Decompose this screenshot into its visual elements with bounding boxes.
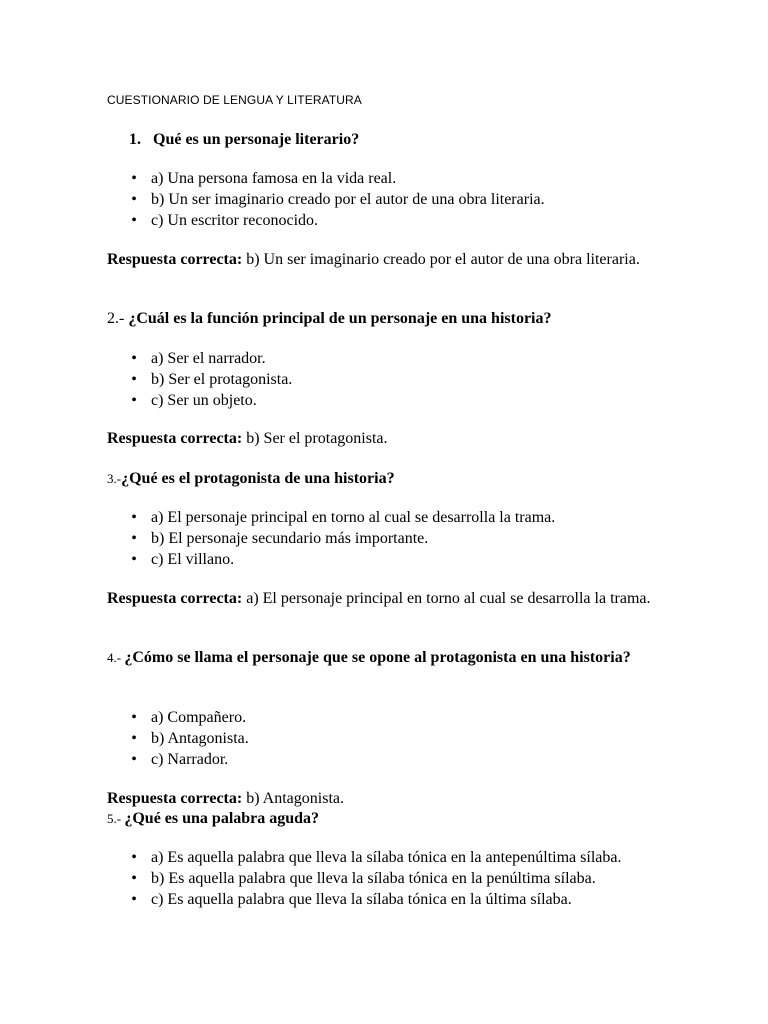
list-item: • c) Es aquella palabra que lleva la sílaba tónica en la última sílaba. [129,889,659,910]
list-item: • b) Ser el protagonista. [129,369,659,390]
question-4-options [129,707,659,770]
answer-label: Respuesta correcta: [107,790,243,807]
list-item: • b) Antagonista. [129,728,659,749]
question-4-answer [107,788,667,809]
list-item: • c) Un escritor reconocido. [129,210,659,231]
question-2-answer [107,428,667,449]
question-3-options [129,507,659,570]
list-item: • b) Es aquella palabra que lleva la sílaba tónica en la penúltima sílaba. [129,868,659,889]
answer-label: Respuesta correcta: [107,430,243,447]
bullet-icon: • [131,870,137,887]
bullet-icon: • [131,751,137,768]
list-item: • b) Un ser imaginario creado por el autor de una obra literaria. [129,189,659,210]
question-2 [107,308,667,329]
bullet-icon: • [131,730,137,747]
bullet-icon: • [131,212,137,229]
question-1 [129,129,359,150]
bullet-icon: • [131,191,137,208]
list-item: • a) Compañero. [129,707,659,728]
question-3-answer [107,588,667,609]
list-item: • a) Una persona famosa en la vida real. [129,168,659,189]
question-2-options [129,348,659,411]
answer-text: b) Ser el protagonista. [242,430,388,447]
bullet-icon: • [131,709,137,726]
answer-text: a) El personaje principal en torno al cual se desarrolla la trama. [242,590,651,607]
list-item: • c) Narrador. [129,749,659,770]
question-5-number: 5.- [107,811,125,826]
list-item: • a) Es aquella palabra que lleva la sílaba tónica en la antepenúltima sílaba. [129,847,659,868]
question-5-text: ¿Qué es una palabra aguda? [124,810,320,827]
list-item: • a) El personaje principal en torno al cual se desarrolla la trama. [129,507,659,528]
question-1-answer [107,249,667,270]
question-1-number: 1. [129,131,141,148]
question-4-number: 4.- [107,650,125,665]
bullet-icon: • [131,891,137,908]
question-4 [107,647,667,668]
bullet-icon: • [131,350,137,367]
bullet-icon: • [131,849,137,866]
list-item: • c) Ser un objeto. [129,390,659,411]
document-title: CUESTIONARIO DE LENGUA Y LITERATURA [107,93,362,107]
question-1-text: Qué es un personaje literario? [153,131,360,148]
answer-text: b) Un ser imaginario creado por el autor de una obra literaria. [242,251,640,268]
bullet-icon: • [131,170,137,187]
question-5-options [129,847,659,910]
bullet-icon: • [131,530,137,547]
question-3-number: 3.- [107,471,122,486]
bullet-icon: • [131,371,137,388]
question-1-options [129,168,659,231]
bullet-icon: • [131,551,137,568]
question-2-text: ¿Cuál es la función principal de un personaje en una historia? [128,310,552,327]
question-3 [107,468,667,489]
question-5 [107,808,667,829]
question-2-number: 2.- [107,310,129,327]
question-4-text: ¿Cómo se llama el personaje que se opone al protagonista en una historia? [124,649,631,666]
list-item: • a) Ser el narrador. [129,348,659,369]
answer-text: b) Antagonista. [242,790,344,807]
answer-label: Respuesta correcta: [107,590,243,607]
question-3-text: ¿Qué es el protagonista de una historia? [121,470,395,487]
bullet-icon: • [131,509,137,526]
list-item: • c) El villano. [129,549,659,570]
bullet-icon: • [131,392,137,409]
list-item: • b) El personaje secundario más importante. [129,528,659,549]
answer-label: Respuesta correcta: [107,251,243,268]
